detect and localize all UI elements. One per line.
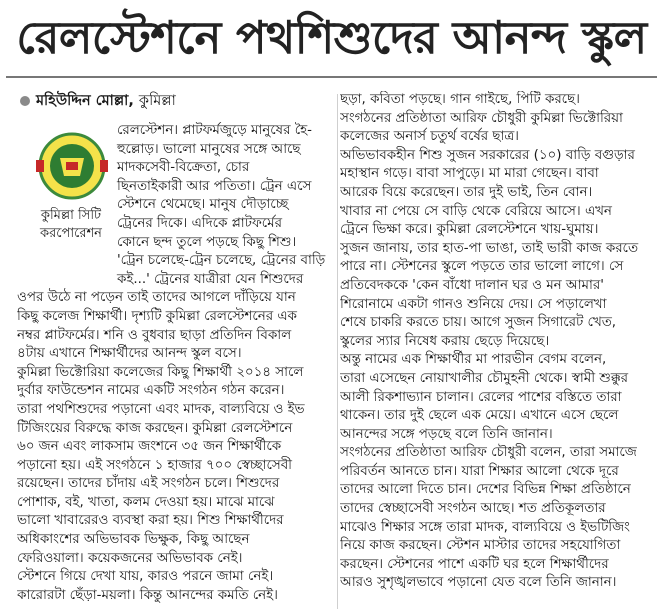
paragraph-line: রেলস্টেশন। প্লাটফর্মজুড়ে মানুষের হৈ- [117,123,312,138]
paragraph-line: কিছু কলেজ শিক্ষার্থী। দৃশ্যটি কুমিল্লা রেলস্টেশনের এক [17,308,297,324]
paragraph-line: খাবার না পেয়ে সে বাড়ি থেকে বেরিয়ে আসে। এখন [340,203,612,219]
paragraph-line: ওপর উঠে না পড়েন তাই তাদের আগলে দাঁড়িয়ে যান [17,290,296,306]
paragraph-line: ট্রেনে ভিক্ষা করে। কুমিল্লা রেলস্টেশনে খায়-ঘুমায়। [340,222,599,238]
paragraph-line: তারা পথশিশুদের পড়ানো এবং মাদক, বাল্যবিয়ে ও ইভ [17,401,305,417]
paragraph-line: অধিকাংশের অভিভাবক ভিক্ষুক, কিছু আছেন [17,532,250,548]
paragraph-line: পড়ানো হয়। এই সংগঠনে ১ হাজার ৭০০ স্বেচ্ছাসেবী [17,457,292,473]
paragraph-line: শেষে চাকরি করতে চায়। আগে সুজন সিগারেট খেত, [340,315,617,331]
paragraph-line: ট্রেনের দিকে। এদিকে প্লাটফর্মের [117,215,282,231]
college-crest-icon [30,130,114,204]
paragraph-line: শিরোনামে একটা গানও শুনিয়ে দেয়। সে পড়ালেখা [340,296,607,312]
paragraph-line: অভিভাবকহীন শিশু সুজন সরকারের (১০) বাড়ি বগুড়ার [340,147,635,163]
paragraph-line: কুমিল্লা ভিক্টোরিয়া কলেজের কিছু শিক্ষার্থী ২০১৪ সালে [17,364,304,380]
logo-caption-line: কুমিল্লা সিটি [40,208,102,223]
paragraph-line: কই...' ট্রেনের যাত্রীরা যেন শিশুদের [117,271,304,287]
paragraph-line: মাদকসেবী-বিক্রেতা, চোর [117,160,250,176]
paragraph-line: আরও সুশৃঙ্খলভাবে পড়ানো যেত বলে তিনি জানান। [340,575,617,591]
paragraph-line: দুর্বার ফাউন্ডেশন নামের একটি সংগঠন গঠন করেন। [17,383,285,399]
paragraph-line: আরেক বিয়ে করেছেন। তার দুই ভাই, তিন বোন। [340,184,593,200]
paragraph-line: মহাস্থান গড়ে। বাবা সাপুড়ে। মা মারা গেছেন। বাবা [340,166,599,182]
paragraph-line: মাঝেও শিক্ষার সঙ্গে তারা মাদক, বাল্যবিয়ে ও ইভটিজিং [340,519,630,535]
paragraph-line: ছড়া, কবিতা পড়ছে। গান গাইছে, পিটি করছে। [340,92,580,107]
paragraph-line: পোশাক, বই, খাতা, কলম দেওয়া হয়। মাঝে মাঝে [17,494,275,510]
byline-author: মহিউদ্দিন মোল্লা, [36,93,134,109]
column-divider [337,94,338,609]
paragraph-line: পরিবর্তন আনতে চান। যারা শিক্ষার আলো থেকে দূরে [340,463,619,479]
paragraph-line: টিজিংয়ের বিরুদ্ধে কাজ করছেন। কুমিল্লা রেলস্টেশনে [17,420,293,436]
headline-rule [6,76,657,78]
paragraph-line: সুজন জানায়, তার হাত-পা ভাঙা, তাই ভারী কাজ করতে [340,240,638,256]
paragraph-line: কোনে ছন্দ তুলে পড়ছে কিছু শিশু। [117,234,297,250]
paragraph-line: তাদের স্বেচ্ছাসেবী সংগঠন আছে। শত প্রতিকূলতার [340,501,606,517]
paragraph-line: প্রতিবেদককে 'কেন বাঁধো দালান ঘর ও মন আমার' [340,277,604,293]
paragraph-line: তাদের আলো দিতে চান। দেশের বিভিন্ন শিক্ষা প্রতিষ্ঠানে [340,482,631,498]
paragraph-line: ভালো খাবারেরও ব্যবস্থা করা হয়। শিশু শিক্ষার্থীদের [17,513,284,529]
paragraph-line: 'ট্রেন চলেছে-ট্রেন চলেছে, ট্রেনের বাড়ি [117,253,326,269]
paragraph-line: অন্তু নামের এক শিক্ষার্থীর মা পারভীন বেগম বলেন, [340,352,607,368]
paragraph-line: স্কুলের স্যার নিষেধ করায় ছেড়ে দিয়েছে। [340,333,550,349]
paragraph-line: হুল্লোড়। ভালো মানুষের সঙ্গে আছে [117,141,301,157]
paragraph-line: থাকেন। তার দুই ছেলে এক মেয়ে। এখানে এসে ছেলে [340,408,619,424]
byline-bullet-icon [20,96,30,106]
right-column [340,91,658,593]
paragraph-line: সংগঠনের প্রতিষ্ঠাতা আরিফ চৌধুরী বলেন, তারা সমাজে [340,445,637,461]
paragraph-line: নম্বর প্লাটফর্মের। শনি ও বুধবার ছাড়া প্রতিদিন বিকাল [17,327,292,343]
paragraph-line: সংগঠনের প্রতিষ্ঠাতা আরিফ চৌধুরী কুমিল্লা ভিক্টোরিয়া [340,110,623,126]
paragraph-line: ফেরিওয়ালা। কয়েকজনের অভিভাবক নেই। [17,550,243,566]
byline-location: কুমিল্লা [138,93,176,109]
logo-caption [22,207,120,243]
paragraph-line: স্টেশনে গিয়ে দেখা যায়, কারও পরনে জামা নেই। [17,569,274,585]
logo-caption-line: করপোরেশন [40,226,102,241]
byline [20,89,320,113]
paragraph-line: পারে না। স্টেশনের স্কুলে পড়তে তার ভালো লাগে। সে [340,259,624,275]
paragraph-line: করছেন। স্টেশনের পাশে একটি ঘর হলে শিক্ষার্থীদের [340,556,609,572]
paragraph-line: আনন্দের সঙ্গে পড়ছে বলে তিনি জানান। [340,426,553,442]
paragraph-line: ৪টায় এখানে শিক্ষার্থীদের আনন্দ স্কুল বসে। [17,346,242,362]
paragraph-line: ৬০ জন এবং লাকসাম জংশনে ৩৫ জন শিক্ষার্থীকে [17,439,282,455]
headline: রেলস্টেশনে পথশিশুদের আনন্দ স্কুল [16,11,647,64]
paragraph-line: নিয়ে কাজ করছেন। স্টেশন মাস্টার তাদের সহযোগিতা [340,538,621,554]
paragraph-line: ছিনতাইকারী আর পতিতা। ট্রেন এসে [117,178,312,194]
paragraph-line: কলেজের অনার্স চতুর্থ বর্ষের ছাত্র। [340,129,519,145]
paragraph-line: তারা এসেছেন নোয়াখালীর চৌমুহনী থেকে। স্বামী শুক্কুর [340,370,629,386]
paragraph-line: রয়েছেন। তাদের চাঁদায় এই সংগঠন চলে। শিশুদের [17,476,280,492]
paragraph-line: আলী রিকশাভ্যান চালান। রেলের পাশের বস্তিতে তারা [340,389,622,405]
paragraph-line: কারোরটা ছেঁড়া-ময়লা। কিন্তু আনন্দের কমতি নেই। [17,587,278,603]
paragraph-line: স্টেশনে থেমেছে। মানুষ দৌড়াচ্ছে [117,197,289,213]
